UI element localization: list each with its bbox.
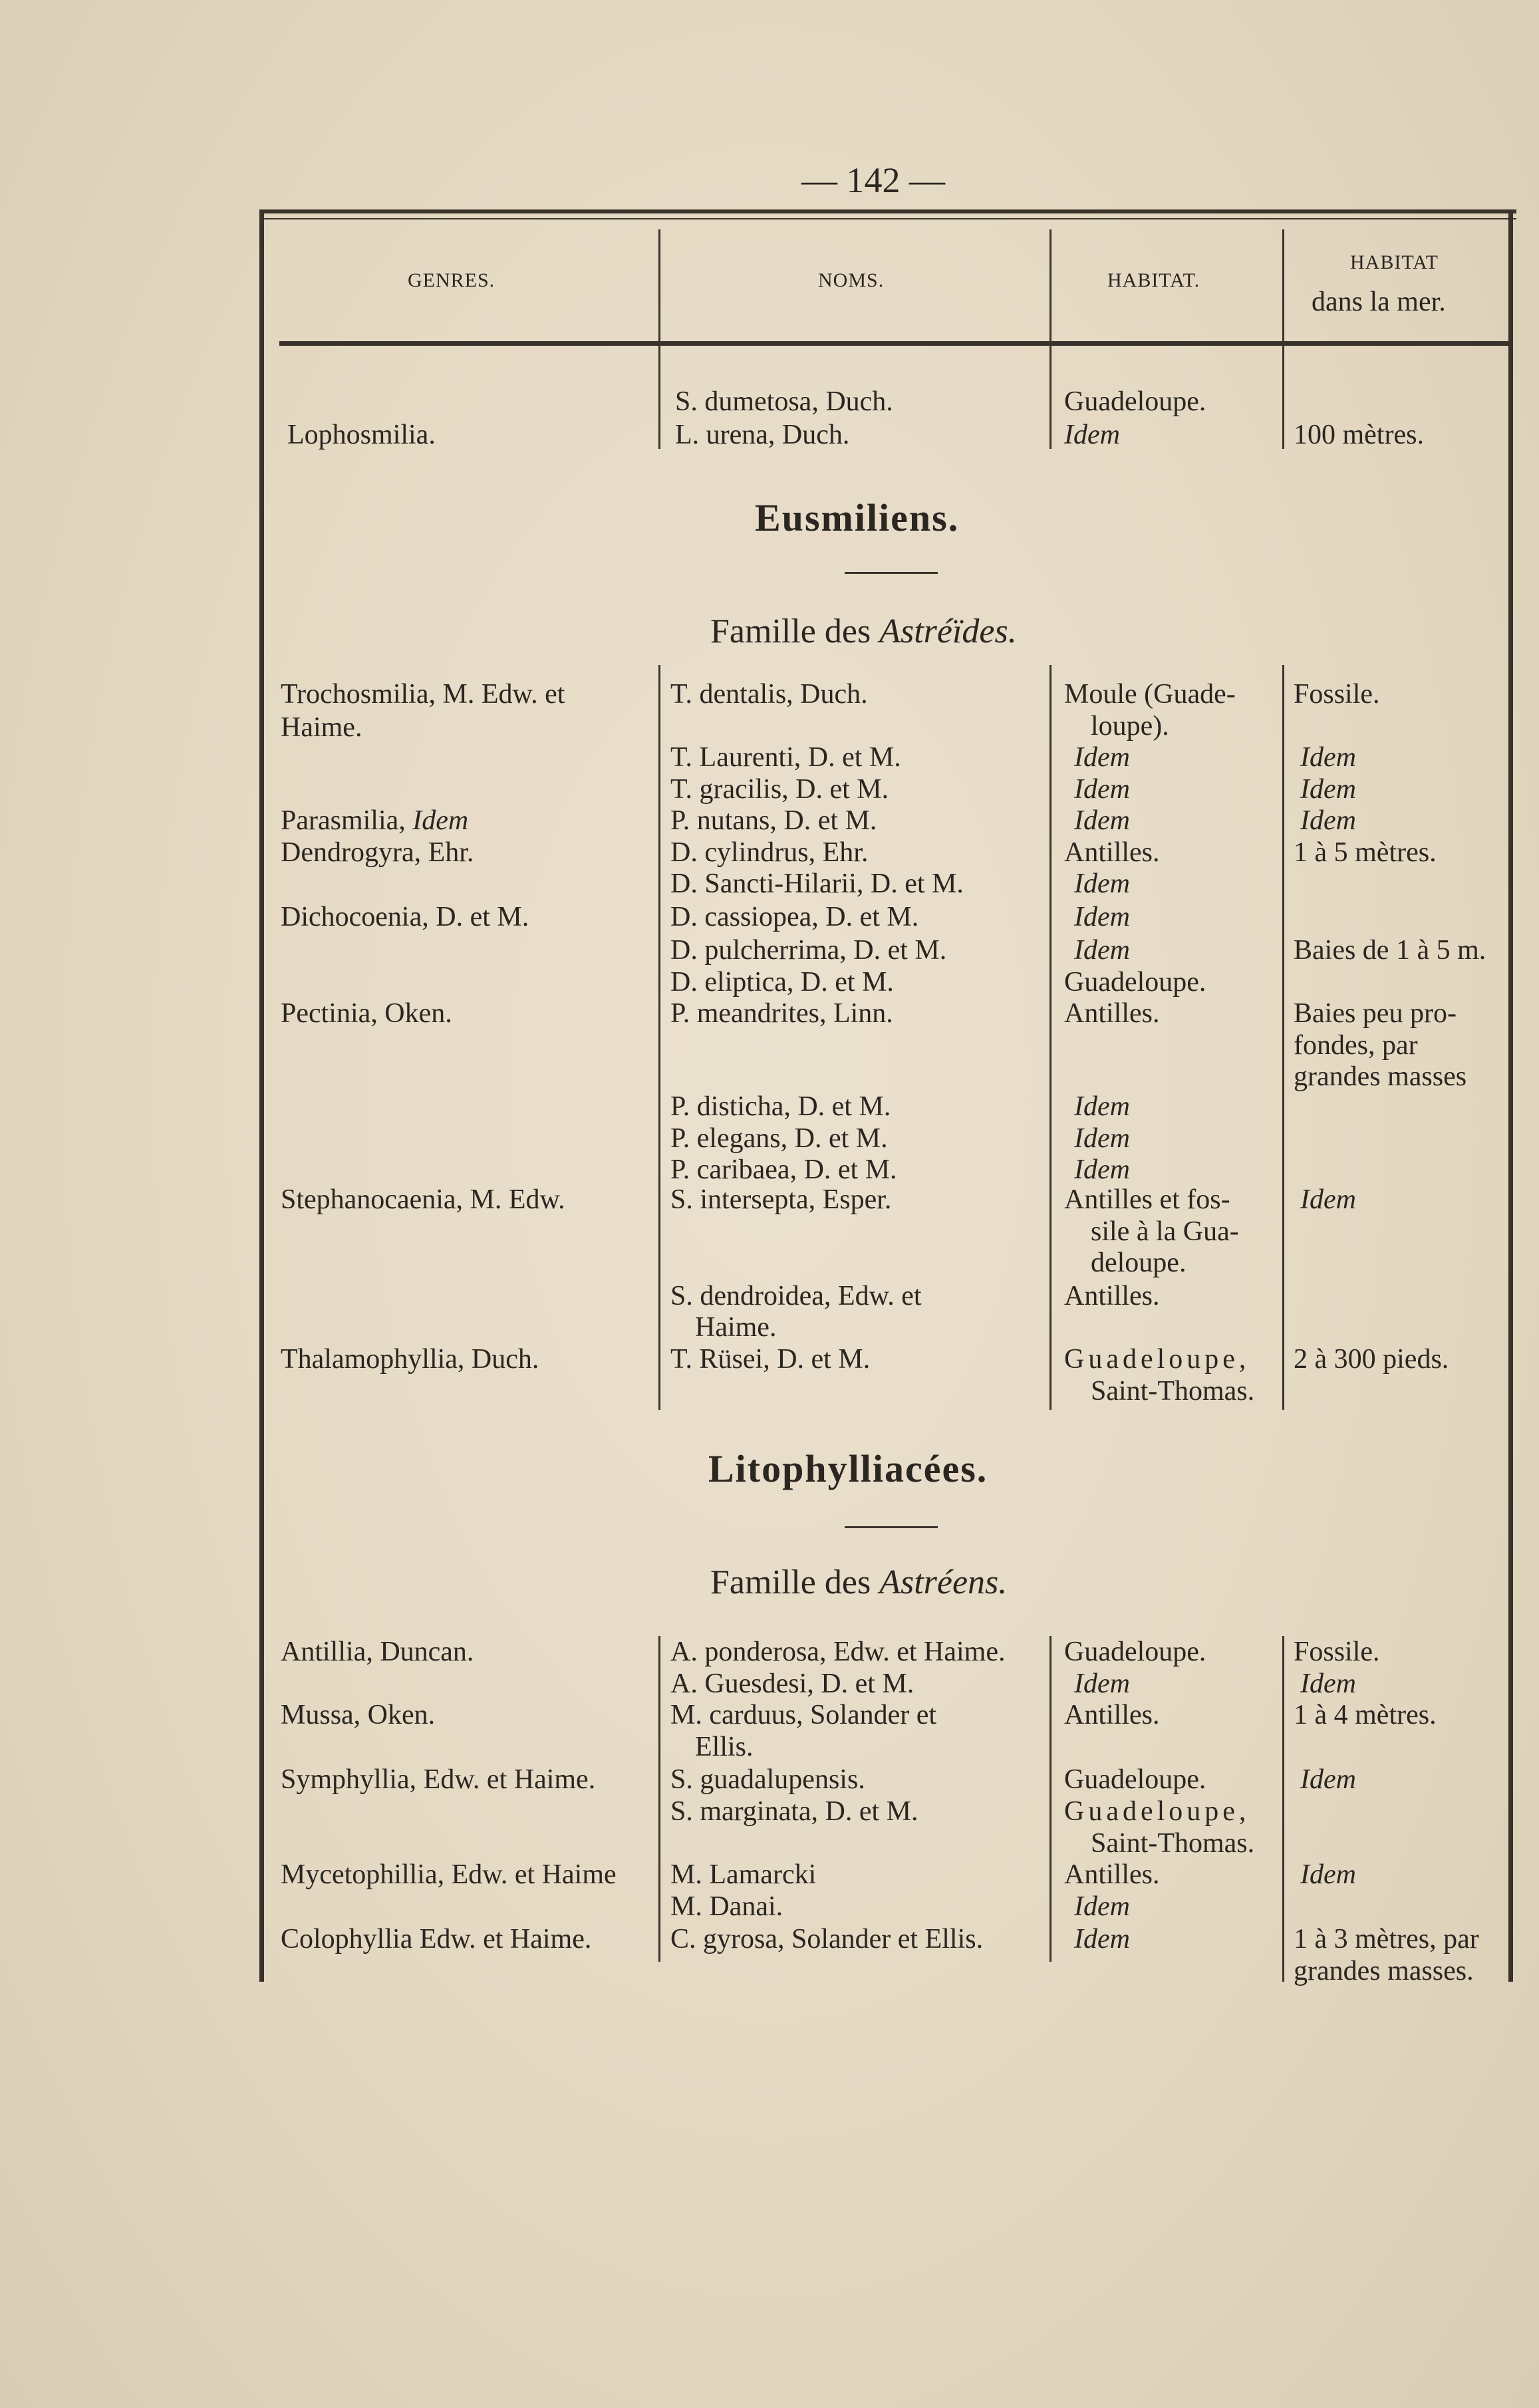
family-name: Astréens. <box>879 1563 1008 1601</box>
habitat: Idem <box>1074 869 1130 899</box>
nom: M. Lamarcki <box>670 1859 817 1890</box>
habitat: Idem <box>1074 902 1130 932</box>
nom: P. disticha, D. et M. <box>670 1091 891 1122</box>
header-noms: NOMS. <box>818 269 885 291</box>
col-divider-1c <box>658 1636 660 1962</box>
habitat: Antilles. <box>1064 998 1160 1029</box>
habitat: Idem <box>1074 805 1130 836</box>
habitat: Idem <box>1074 935 1130 966</box>
nom: P. elegans, D. et M. <box>670 1123 888 1154</box>
col-divider-2c <box>1049 1636 1051 1962</box>
family-title <box>710 612 1017 651</box>
table-left-border <box>259 209 264 1982</box>
habitat: Guadeloupe, <box>1064 1796 1250 1827</box>
habitat: sile à la Gua- <box>1091 1216 1239 1247</box>
habitat: Idem <box>1074 1924 1130 1954</box>
genre: Colophyllia Edw. et Haime. <box>281 1924 592 1954</box>
nom: A. Guesdesi, D. et M. <box>670 1669 914 1699</box>
habitat: Saint-Thomas. <box>1091 1828 1255 1859</box>
section-title: Litophylliacées. <box>708 1447 988 1490</box>
mer: Idem <box>1300 1859 1356 1890</box>
nom: P. nutans, D. et M. <box>670 805 877 836</box>
nom: A. ponderosa, Edw. et Haime. <box>670 1637 1006 1667</box>
genre: Mycetophillia, Edw. et Haime <box>281 1859 617 1890</box>
col-divider-2 <box>1049 229 1051 449</box>
section-rule <box>845 1526 938 1528</box>
habitat: Idem <box>1074 1891 1130 1922</box>
genre: Symphyllia, Edw. et Haime. <box>281 1764 596 1795</box>
habitat: Moule (Guade- <box>1064 679 1236 710</box>
mer: 100 mètres. <box>1294 420 1424 450</box>
genre: Pectinia, Oken. <box>281 998 452 1029</box>
nom: D. pulcherrima, D. et M. <box>670 935 947 966</box>
nom: S. marginata, D. et M. <box>670 1796 918 1827</box>
genre-lophosmilia: Lophosmilia. <box>287 420 436 450</box>
mer: 2 à 300 pieds. <box>1294 1344 1449 1375</box>
habitat: Antilles. <box>1064 1859 1160 1890</box>
page-number: — 142 — <box>801 160 945 200</box>
genre: Mussa, Oken. <box>281 1700 436 1730</box>
family-title <box>710 1563 1007 1602</box>
nom: P. caribaea, D. et M. <box>670 1154 897 1185</box>
family-name: Astréïdes. <box>879 612 1017 650</box>
table-top-rule-2 <box>259 218 1516 219</box>
nom: T. Rüsei, D. et M. <box>670 1344 871 1375</box>
section-rule <box>845 572 938 574</box>
header-genres: GENRES. <box>408 269 495 291</box>
col-divider-2b <box>1049 665 1051 1410</box>
nom: S. intersepta, Esper. <box>670 1184 892 1215</box>
nom: L. urena, Duch. <box>675 420 850 450</box>
table-right-border <box>1508 209 1513 1982</box>
habitat: Guadeloupe. <box>1064 386 1206 417</box>
col-divider-1b <box>658 665 660 1410</box>
habitat: Antilles. <box>1064 1700 1160 1730</box>
habitat: Idem <box>1074 1669 1130 1699</box>
nom: D. Sancti-Hilarii, D. et M. <box>670 869 964 899</box>
nom: D. cylindrus, Ehr. <box>670 837 869 868</box>
mer: 1 à 5 mètres. <box>1294 837 1437 868</box>
mer: Idem <box>1300 1184 1356 1215</box>
nom: Haime. <box>695 1312 777 1343</box>
mer: fondes, par <box>1294 1030 1418 1061</box>
family-prefix: Famille des <box>710 612 880 650</box>
genre: Trochosmilia, M. Edw. et <box>281 679 565 710</box>
nom: P. meandrites, Linn. <box>670 998 893 1029</box>
mer: grandes masses <box>1294 1061 1467 1092</box>
mer: Fossile. <box>1294 679 1380 710</box>
nom: T. gracilis, D. et M. <box>670 774 889 805</box>
mer: Baies de 1 à 5 m. <box>1294 935 1486 966</box>
nom: S. dendroidea, Edw. et <box>670 1281 922 1311</box>
habitat: Idem <box>1074 742 1130 773</box>
habitat: Antilles. <box>1064 1281 1160 1311</box>
col-divider-3b <box>1282 665 1284 1410</box>
nom: S. dumetosa, Duch. <box>675 386 893 417</box>
habitat: Guadeloupe. <box>1064 1764 1206 1795</box>
genre: Dendrogyra, Ehr. <box>281 837 474 868</box>
mer: Idem <box>1300 1669 1356 1699</box>
mer: Idem <box>1300 742 1356 773</box>
header-underline <box>279 341 1510 346</box>
nom: D. cassiopea, D. et M. <box>670 902 919 932</box>
mer: 1 à 3 mètres, par <box>1294 1924 1479 1954</box>
habitat: Idem <box>1074 774 1130 805</box>
nom: C. gyrosa, Solander et Ellis. <box>670 1924 984 1954</box>
habitat: Idem <box>1074 1123 1130 1154</box>
mer: Idem <box>1300 1764 1356 1795</box>
section-title: Eusmiliens. <box>755 496 960 539</box>
mer: 1 à 4 mètres. <box>1294 1700 1437 1730</box>
habitat: Idem <box>1064 420 1120 450</box>
genre-name: Parasmilia, <box>281 805 413 836</box>
genre: Antillia, Duncan. <box>281 1637 474 1667</box>
habitat: loupe). <box>1091 711 1169 741</box>
mer: Fossile. <box>1294 1637 1380 1667</box>
col-divider-3c <box>1282 1636 1284 1982</box>
habitat: Saint-Thomas. <box>1091 1376 1255 1406</box>
genre: Stephanocaenia, M. Edw. <box>281 1184 565 1215</box>
header-habitat-mer-2: dans la mer. <box>1312 287 1446 317</box>
col-divider-3 <box>1282 229 1284 449</box>
genre: Haime. <box>281 712 362 743</box>
mer: Idem <box>1300 805 1356 836</box>
habitat: deloupe. <box>1091 1248 1187 1278</box>
nom: T. dentalis, Duch. <box>670 679 868 710</box>
genre-idem: Idem <box>412 805 469 836</box>
habitat: Idem <box>1074 1091 1130 1122</box>
genre: Thalamophyllia, Duch. <box>281 1344 539 1375</box>
habitat: Antilles. <box>1064 837 1160 868</box>
header-habitat-mer-1: HABITAT <box>1350 251 1439 273</box>
habitat: Guadeloupe. <box>1064 967 1206 998</box>
habitat: Idem <box>1074 1154 1130 1185</box>
habitat: Guadeloupe. <box>1064 1637 1206 1667</box>
family-prefix: Famille des <box>710 1563 880 1601</box>
nom: T. Laurenti, D. et M. <box>670 742 901 773</box>
habitat: Antilles et fos- <box>1064 1184 1230 1215</box>
nom: M. carduus, Solander et <box>670 1700 937 1730</box>
nom: S. guadalupensis. <box>670 1764 865 1795</box>
genre: Dichocoenia, D. et M. <box>281 902 529 932</box>
nom: M. Danai. <box>670 1891 783 1922</box>
mer: Baies peu pro- <box>1294 998 1457 1029</box>
col-divider-1 <box>658 229 660 449</box>
genre <box>281 805 468 837</box>
nom: Ellis. <box>695 1732 754 1762</box>
header-habitat: HABITAT. <box>1107 269 1200 291</box>
mer: grandes masses. <box>1294 1956 1474 1986</box>
table-top-rule <box>259 209 1516 213</box>
mer: Idem <box>1300 774 1356 805</box>
habitat: Guadeloupe, <box>1064 1344 1250 1375</box>
nom: D. eliptica, D. et M. <box>670 967 894 998</box>
